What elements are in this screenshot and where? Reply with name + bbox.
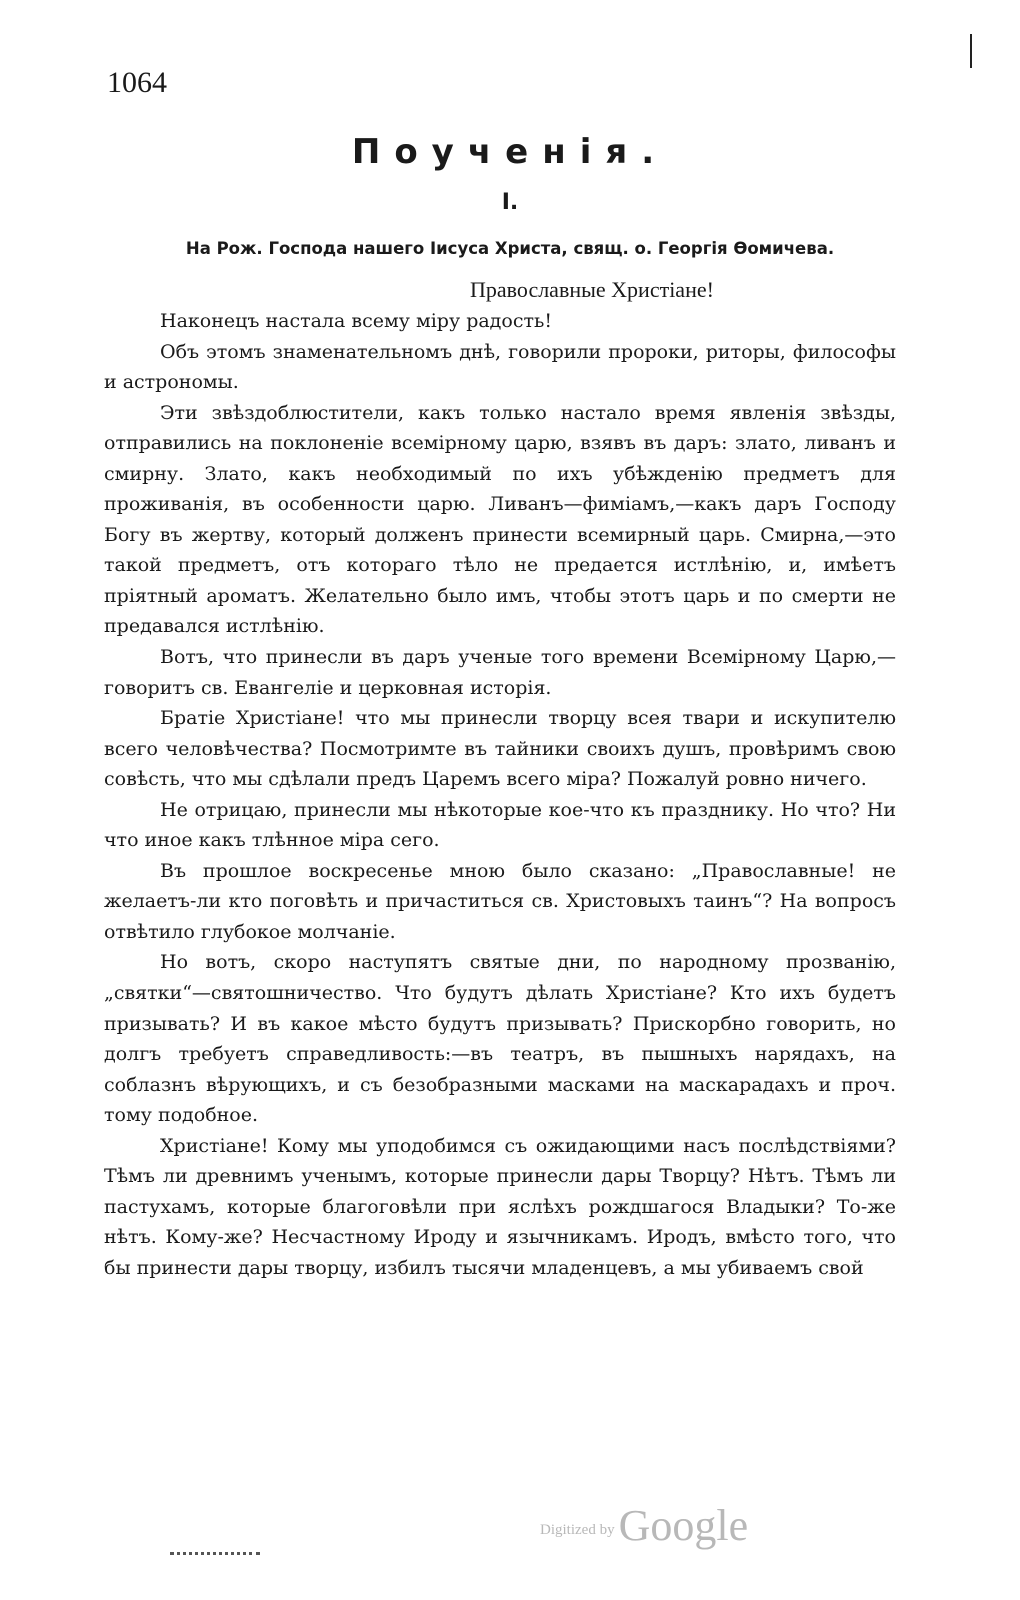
- paragraph-9: Христіане! Кому мы уподобимся съ ожидающими насъ послѣдствіями? Тѣмъ ли древнимъ ученымъ, которые принесли дары Творцу? Нѣтъ. Тѣмъ ли пастухамъ, которые благоговѣли при яслѣхъ рождшагося Владыки? То-же нѣтъ. Кому-же? Несчастному Ироду и язычникамъ. Иродъ, вмѣсто того, что бы принести дары творцу, избилъ тысячи младенцевъ, а мы убиваемъ свой: [104, 1134, 896, 1279]
- watermark-brand: Google: [618, 1501, 749, 1550]
- page-title: Поученія.: [351, 132, 669, 172]
- paragraph-6: Не отрицаю, принесли мы нѣкоторые кое-что къ празднику. Но что? Ни что иное какъ тлѣнное міра сего.: [104, 798, 896, 852]
- greeting: Православные Христіане!: [470, 277, 714, 302]
- paragraph-3: Эти звѣздоблюстители, какъ только настало время явленія звѣзды, отправились на поклоненіе всемірному царю, взявъ въ даръ: злато, ливанъ и смирну. Злато, какъ необходимый по ихъ убѣжденію предметъ для проживанія, въ особенности царю. Ливанъ—фиміамъ,—какъ даръ Господу Богу въ жертву, который долженъ принести всемирный царь. Смирна,—это такой предметъ, отъ котораго тѣло не предается истлѣнію, и, имѣетъ пріятный ароматъ. Желательно было имъ, чтобы этотъ царь и по смерти не предавался истлѣнію.: [104, 401, 896, 638]
- paragraph-1: Наконецъ настала всему міру радость!: [160, 310, 552, 332]
- page-number: 1064: [107, 66, 167, 99]
- paragraph-2: Объ этомъ знаменательномъ днѣ, говорили пророки, риторы, философы и астрономы.: [104, 340, 896, 394]
- sermon-body: [104, 306, 896, 1284]
- section-number: I.: [501, 190, 519, 215]
- watermark-prefix: Digitized by: [540, 1522, 615, 1538]
- sermon-subheading: На Рож. Господа нашего Іисуса Христа, свящ. о. Георгія Ѳомичева.: [185, 239, 835, 258]
- paragraph-5: Братіе Христіане! что мы принесли творцу всея твари и искупителю всего человѣчества? Посмотримте въ тайники своихъ душъ, провѣримъ свою совѣсть, что мы сдѣлали предъ Царемъ всего міра? Пожалуй ровно ничего.: [104, 707, 896, 791]
- paragraph-4: Вотъ, что принесли въ даръ ученые того времени Всемірному Царю,—говоритъ св. Евангеліе и церковная исторія.: [104, 646, 896, 699]
- paragraph-7: Въ прошлое воскресенье мною было сказано: „Православные! не желаетъ-ли кто поговѣть и причаститься св. Христовыхъ таинъ“? На вопросъ отвѣтило глубокое молчаніе.: [104, 859, 896, 943]
- paragraph-8: Но вотъ, скоро наступятъ святые дни, по народному прозванію, „святки“—святошничество. Что будутъ дѣлать Христіане? Кто ихъ будетъ призывать? И въ какое мѣсто будутъ призывать? Прискорбно говорить, но долгъ требуетъ справедливость:—въ театръ, въ пышныхъ нарядахъ, на соблазнъ вѣрующихъ, и съ безобразными масками на маскарадахъ и проч. тому подобное.: [104, 951, 896, 1127]
- margin-rule: [970, 34, 972, 68]
- footer-mark: [170, 1552, 260, 1563]
- digitized-watermark: [540, 1500, 748, 1551]
